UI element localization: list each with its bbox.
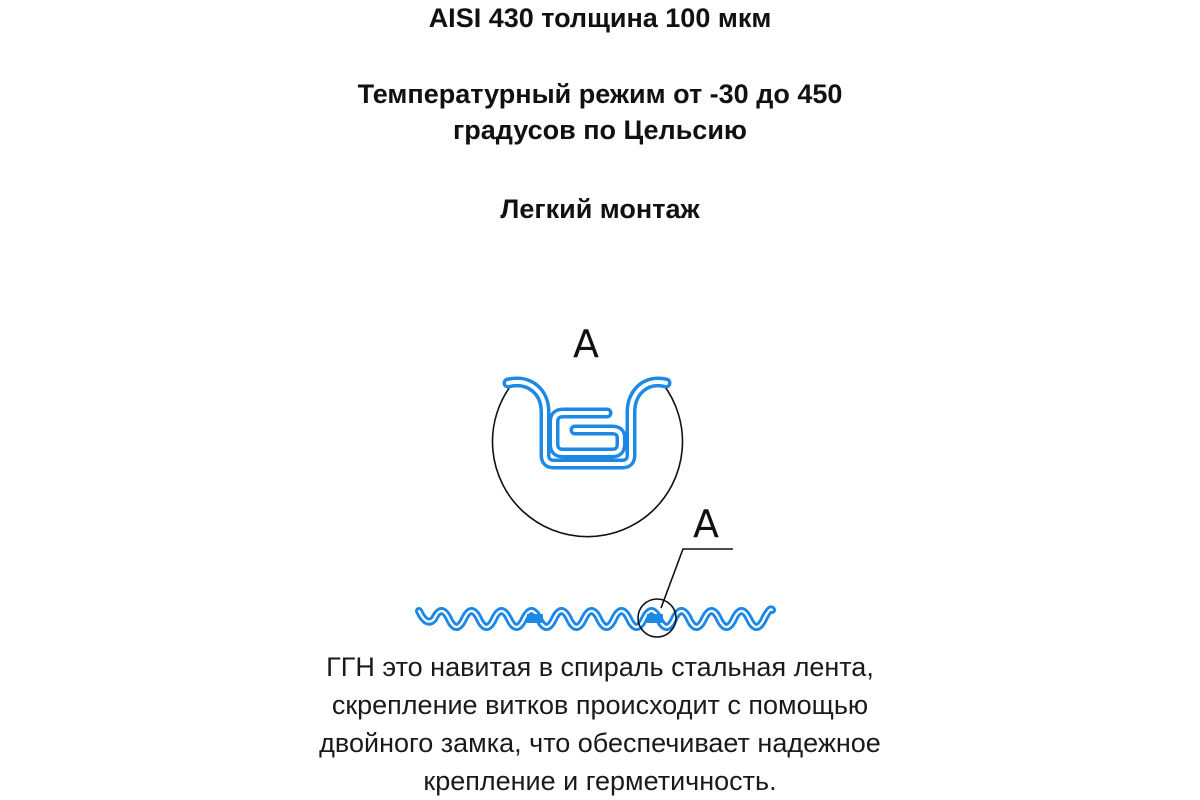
lock-joint-marker xyxy=(527,614,543,623)
detail-view-label: A xyxy=(573,322,599,366)
temperature-line-2: градусов по Цельсию xyxy=(453,115,747,145)
description-line: ГГН это навитая в спираль стальная лента, xyxy=(326,652,874,682)
double-lock-detail xyxy=(508,382,666,464)
spec-heading-material: AISI 430 толщина 100 мкм xyxy=(428,3,772,33)
description-line: скрепление витков происходит с помощью xyxy=(331,690,869,720)
description-line: крепление и герметичность. xyxy=(423,766,777,796)
hose-corrugation-profile xyxy=(419,609,772,627)
temperature-line-1: Температурный режим от -30 до 450 xyxy=(357,79,843,109)
lock-joint-marker xyxy=(647,614,663,623)
callout-leader-line xyxy=(661,549,733,608)
description-text xyxy=(0,648,1200,800)
description-line: двойного замка, что обеспечивает надежное xyxy=(319,728,881,758)
callout-label: A xyxy=(693,502,719,546)
spec-heading-installation: Легкий монтаж xyxy=(500,194,700,224)
